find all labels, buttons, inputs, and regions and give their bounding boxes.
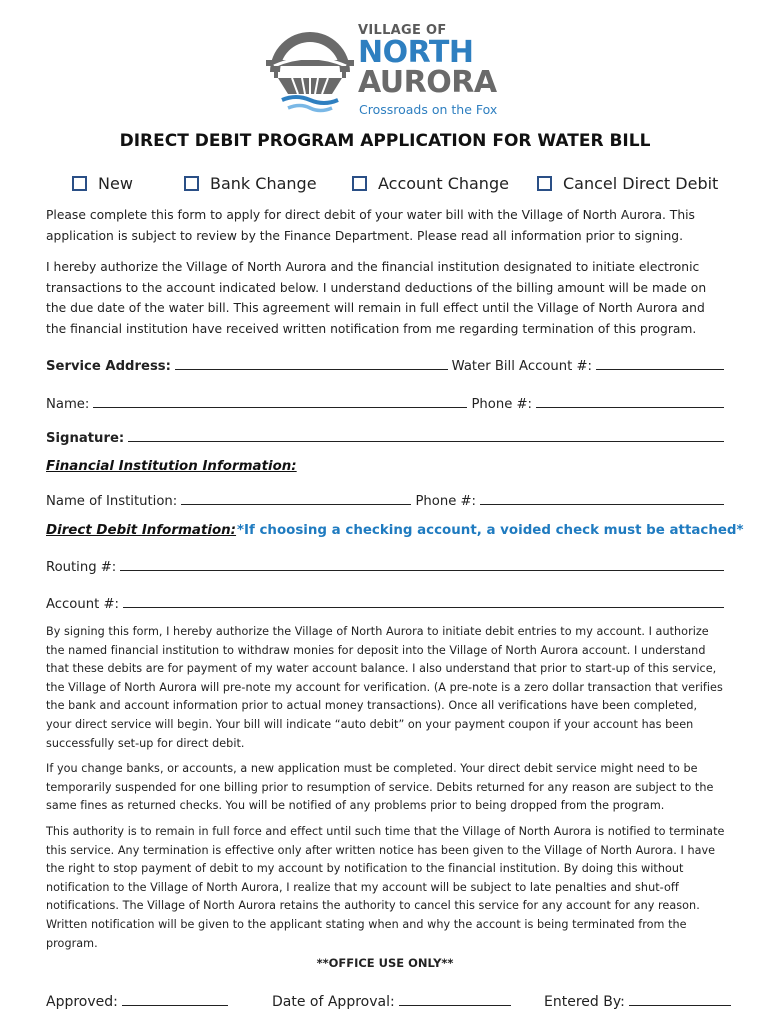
signature-row bbox=[46, 424, 724, 446]
name-label: Name: bbox=[46, 397, 90, 412]
phone-field[interactable] bbox=[536, 407, 724, 408]
account-row bbox=[46, 590, 724, 612]
routing-label: Routing #: bbox=[46, 560, 117, 575]
service-address-field[interactable] bbox=[175, 369, 448, 370]
checking-account-note: *If choosing a checking account, a voided check must be attached* bbox=[237, 523, 744, 538]
village-logo bbox=[262, 20, 512, 120]
water-bill-account-field[interactable] bbox=[596, 369, 724, 370]
date-of-approval-field[interactable] bbox=[399, 1005, 511, 1006]
logo-north-text: NORTH bbox=[358, 35, 474, 70]
office-use-heading: **OFFICE USE ONLY** bbox=[316, 956, 454, 970]
option-cancel-direct-debit[interactable] bbox=[537, 172, 718, 194]
option-new[interactable] bbox=[72, 172, 133, 194]
logo-village-text: VILLAGE OF bbox=[358, 23, 447, 38]
institution-phone-field[interactable] bbox=[480, 504, 724, 505]
option-label: New bbox=[98, 173, 133, 193]
option-label: Bank Change bbox=[210, 173, 317, 193]
entered-by-label: Entered By: bbox=[544, 994, 625, 1010]
account-label: Account #: bbox=[46, 597, 119, 612]
terms-paragraph: By signing this form, I hereby authorize the Village of North Aurora to initiate debit entries to my account. I authorize the named financial institution to withdraw monies for deposit into the Village of North Aurora account. I understand that these debits are for payment of my water account balance. I also understand that prior to start-up of this service, the Village of North Aurora will pre-note my account for verification. (A pre-note is a zero dollar transaction that verifies the bank and account information prior to actual money transactions). Once all verifications have been completed, your direct service will begin. Your bill will indicate “auto debit” on your payment coupon if your account has been successfully set-up for direct debit. bbox=[46, 625, 723, 750]
entered-by-field[interactable] bbox=[629, 1005, 731, 1006]
name-row bbox=[46, 390, 724, 412]
routing-row bbox=[46, 553, 724, 575]
bank-change-checkbox[interactable] bbox=[184, 176, 199, 191]
approved-label: Approved: bbox=[46, 994, 118, 1010]
service-address-label: Service Address: bbox=[46, 359, 171, 374]
logo-aurora-text: AURORA bbox=[358, 65, 497, 100]
routing-field[interactable] bbox=[120, 570, 724, 571]
financial-institution-heading: Financial Institution Information: bbox=[46, 459, 297, 474]
signature-label: Signature: bbox=[46, 431, 125, 446]
cancel-direct-debit-checkbox[interactable] bbox=[537, 176, 552, 191]
option-bank-change[interactable] bbox=[184, 172, 317, 194]
form-title: DIRECT DEBIT PROGRAM APPLICATION FOR WATER BILL bbox=[119, 131, 651, 151]
signature-field[interactable] bbox=[128, 441, 724, 442]
authorization-paragraph: I hereby authorize the Village of North Aurora and the financial institution designated to initiate electronic transactions to the account indicated below. I understand deductions of the billing amount will be made on the due date of the water bill. This agreement will remain in full effect until the Village of North Aurora and the financial institution have received written notification from me regarding termination of this program. bbox=[46, 260, 707, 336]
entered-by-row bbox=[544, 988, 731, 1010]
water-bill-account-label: Water Bill Account #: bbox=[451, 359, 592, 374]
date-of-approval-label: Date of Approval: bbox=[272, 994, 395, 1010]
institution-row bbox=[46, 487, 724, 509]
phone-label: Phone #: bbox=[471, 397, 532, 412]
name-field[interactable] bbox=[93, 407, 467, 408]
institution-name-label: Name of Institution: bbox=[46, 494, 178, 509]
direct-debit-heading: Direct Debit Information: bbox=[46, 523, 237, 538]
terms-paragraph: This authority is to remain in full force and effect until such time that the Village of North Aurora is notified to terminate this service. Any termination is effective only after written notice has been given to the Village of North Aurora. I have the right to stop payment of debit to my account by notification to the financial institution. By doing this without notification to the Village of North Aurora, I realize that my account will be subject to late penalties and shut-off notifications. The Village of North Aurora retains the authority to cancel this service for any account for any reason. Written notification will be given to the applicant stating when and why the account is being terminated from the program. bbox=[46, 825, 725, 950]
account-field[interactable] bbox=[123, 607, 724, 608]
service-address-row bbox=[46, 352, 724, 374]
option-label: Cancel Direct Debit bbox=[563, 173, 719, 193]
new-checkbox[interactable] bbox=[72, 176, 87, 191]
institution-phone-label: Phone #: bbox=[415, 494, 476, 509]
bridge-emblem-icon bbox=[262, 20, 358, 116]
date-of-approval-row bbox=[272, 988, 511, 1010]
option-label: Account Change bbox=[378, 173, 509, 193]
intro-paragraph: Please complete this form to apply for direct debit of your water bill with the Village of North Aurora. This application is subject to review by the Finance Department. Please read all information prior to signing. bbox=[46, 208, 695, 243]
option-account-change[interactable] bbox=[352, 172, 509, 194]
account-change-checkbox[interactable] bbox=[352, 176, 367, 191]
logo-tagline: Crossroads on the Fox bbox=[359, 102, 498, 117]
approved-field[interactable] bbox=[122, 1005, 228, 1006]
institution-name-field[interactable] bbox=[181, 504, 411, 505]
approved-row bbox=[46, 988, 228, 1010]
terms-paragraph: If you change banks, or accounts, a new application must be completed. Your direct debit service might need to be temporarily suspended for one billing prior to resumption of service. Debits returned for any reason are subject to the same fines as returned checks. You will be notified of any problems prior to being dropped from the program. bbox=[46, 762, 714, 813]
